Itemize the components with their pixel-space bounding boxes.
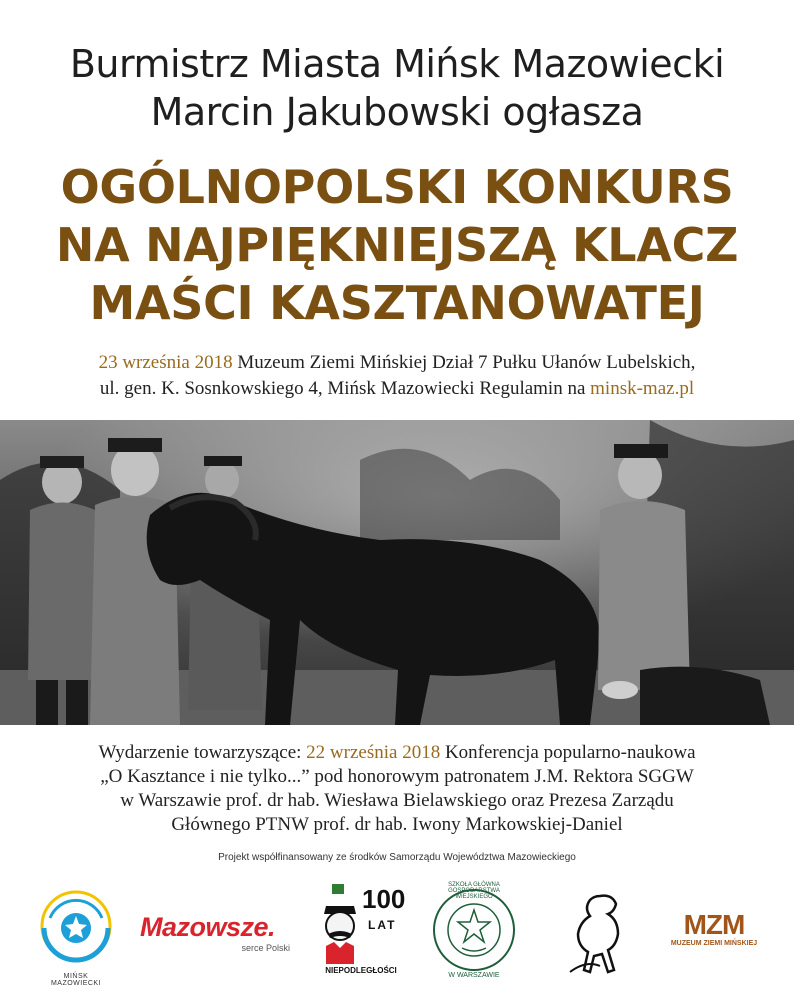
mzm-mark: MZM — [683, 909, 745, 940]
accompanying-event — [0, 741, 794, 837]
horse-logo[interactable] — [560, 890, 640, 978]
minsk-emblem-icon — [36, 888, 116, 968]
address-text: ul. gen. K. Sosnkowskiego 4, Mińsk Mazowiecki Regulamin na — [99, 378, 591, 399]
event-line-2: „O Kasztance i nie tylko...” pod honorowym patronatem J.M. Rektora SGGW — [100, 766, 694, 787]
sggw-seal-icon — [432, 888, 516, 972]
event-line-3: w Warszawie prof. dr hab. Wiesława Bielawskiego oraz Prezesa Zarządu — [120, 790, 674, 811]
mazowsze-logo[interactable] — [140, 912, 300, 962]
mazowsze-name: Mazowsze. — [140, 912, 276, 942]
event-line-4: Głównego PTNW prof. dr hab. Iwony Markowskiej-Daniel — [171, 814, 623, 835]
sggw-ring-text: SZKOŁA GŁÓWNA GOSPODARSTWA WIEJSKIEGO — [448, 882, 500, 900]
mazowsze-tagline: serce Polski — [241, 943, 290, 953]
event-prefix: Wydarzenie towarzyszące: — [98, 742, 307, 763]
info-line-1 — [0, 350, 794, 376]
event-rest: Konferencja popularno-naukowa — [440, 742, 696, 763]
historical-photo — [0, 420, 794, 725]
historical-photo-illustration — [0, 420, 794, 725]
minsk-logo[interactable] — [36, 888, 116, 988]
venue-text: Muzeum Ziemi Mińskiej Dział 7 Pułku Ułanów Lubelskich, — [232, 352, 696, 373]
contest-date: 23 września 2018 — [98, 352, 233, 373]
anniversary-lat: LAT — [368, 918, 397, 932]
header-line-1: Burmistrz Miasta Mińsk Mazowiecki — [69, 42, 725, 86]
sponsor-logos — [0, 880, 794, 990]
announcement-header — [0, 40, 794, 136]
event-line-1 — [0, 741, 794, 765]
conference-date: 22 września 2018 — [306, 742, 441, 763]
minsk-line-1: MIŃSK — [63, 973, 89, 980]
rearing-horse-icon — [560, 890, 640, 978]
niepodleglosc-logo[interactable] — [320, 884, 406, 988]
rules-link[interactable]: minsk-maz.pl — [590, 378, 695, 399]
header-line-2: Marcin Jakubowski ogłasza — [150, 90, 644, 134]
event-info — [0, 350, 794, 402]
anniversary-label: NIEPODLEGŁOŚCI — [325, 966, 397, 975]
minsk-line-2: MAZOWIECKI — [50, 980, 102, 987]
info-line-2 — [0, 376, 794, 402]
sggw-city: W WARSZAWIE — [448, 972, 500, 979]
title-line-2: NA NAJPIĘKNIEJSZĄ KLACZ — [55, 218, 739, 272]
title-line-1: OGÓLNOPOLSKI KONKURS — [60, 160, 734, 214]
mzm-logo[interactable] — [664, 910, 764, 960]
contest-title — [0, 158, 794, 332]
sggw-logo[interactable] — [432, 882, 516, 980]
title-line-3: MAŚCI KASZTANOWATEJ — [89, 276, 705, 330]
funding-note: Projekt współfinansowany ze środków Samorządu Województwa Mazowieckiego — [218, 852, 576, 863]
mzm-label: MUZEUM ZIEMI MIŃSKIEJ — [670, 940, 758, 947]
anniversary-number: 100 — [362, 884, 406, 914]
